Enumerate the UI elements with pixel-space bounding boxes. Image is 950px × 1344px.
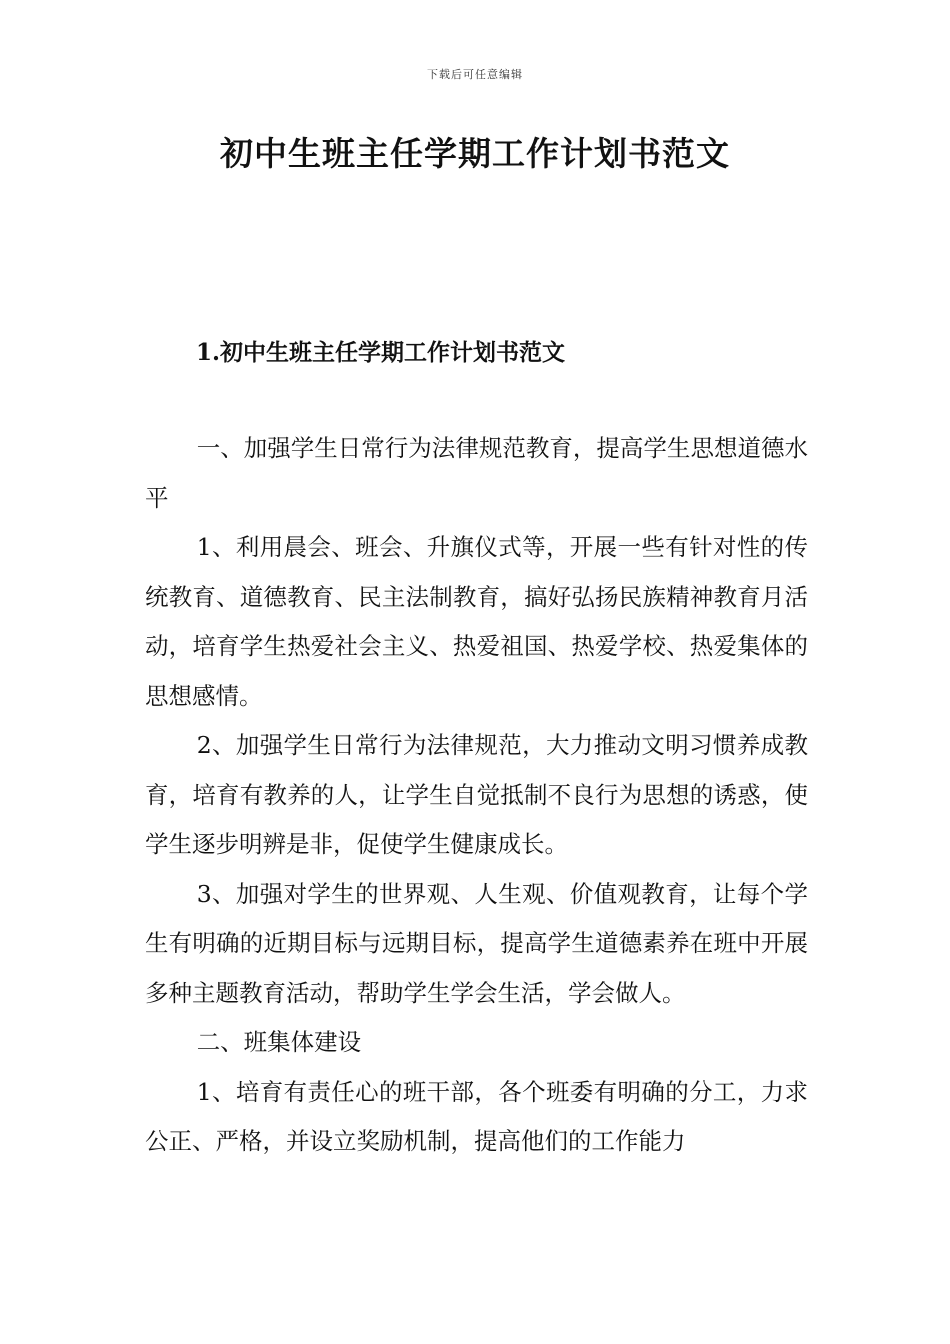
header-note: 下载后可任意编辑 [427, 68, 523, 81]
paragraph-item: 3、加强对学生的世界观、人生观、价值观教育，让每个学生有明确的近期目标与远期目标，提高学生道德素养在班中开展多种主题教育活动，帮助学生学会生活，学会做人。 [145, 879, 808, 1007]
paragraph-item: 1、培育有责任心的班干部，各个班委有明确的分工，力求公正、严格，并设立奖励机制，提高他们的工作能力 [145, 1077, 808, 1155]
paragraph-item: 1、利用晨会、班会、升旗仪式等，开展一些有针对性的传统教育、道德教育、民主法制教育，搞好弘扬民族精神教育月活动，培育学生热爱社会主义、热爱祖国、热爱学校、热爱集体的思想感情。 [145, 533, 808, 710]
paragraph-heading-one: 一、加强学生日常行为法律规范教育，提高学生思想道德水平 [145, 434, 808, 512]
section-heading: 1.初中生班主任学期工作计划书范文 [196, 339, 566, 366]
paragraph-heading-two: 二、班集体建设 [196, 1028, 362, 1056]
paragraph-item: 2、加强学生日常行为法律规范，大力推动文明习惯养成教育，培育有教养的人，让学生自觉抵制不良行为思想的诱惑，使学生逐步明辨是非，促使学生健康成长。 [145, 731, 808, 858]
document-body [145, 424, 808, 1167]
document-title: 初中生班主任学期工作计划书范文 [220, 134, 730, 173]
